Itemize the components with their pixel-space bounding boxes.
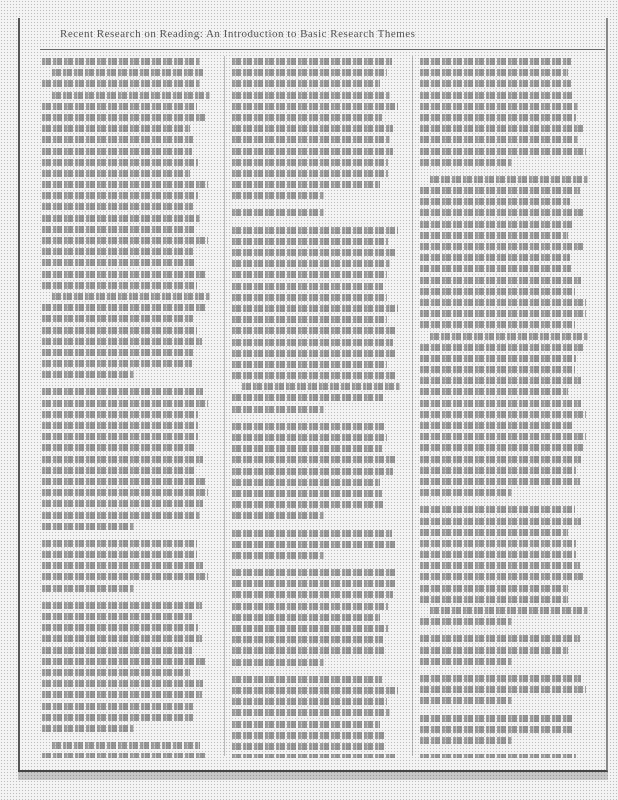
text-line (232, 541, 397, 548)
text-column-left (42, 58, 210, 758)
text-line (420, 411, 586, 418)
text-line (42, 562, 203, 569)
text-line (52, 92, 210, 99)
text-line (42, 500, 203, 507)
text-line (420, 540, 576, 547)
text-line (42, 551, 197, 558)
text-line (420, 254, 570, 261)
text-line (420, 518, 581, 525)
text-line (232, 125, 393, 132)
text-line (42, 103, 197, 110)
text-line (42, 226, 195, 233)
text-line (420, 422, 573, 429)
text-line (420, 658, 512, 665)
text-line (42, 585, 134, 592)
text-line (42, 259, 195, 266)
text-line (42, 433, 198, 440)
text-line (420, 159, 512, 166)
text-line (420, 562, 580, 569)
text-line (42, 338, 202, 345)
text-line (420, 506, 575, 513)
text-line (420, 726, 573, 733)
text-column-right (420, 58, 588, 758)
running-header: Recent Research on Reading: An Introduction to Basic Research Themes (60, 28, 416, 40)
text-line (420, 288, 575, 295)
text-line (420, 80, 571, 87)
text-line (420, 198, 570, 205)
text-line (232, 743, 385, 750)
text-line (232, 327, 397, 334)
text-line (232, 569, 397, 576)
text-line (42, 613, 192, 620)
text-line (42, 467, 195, 474)
text-line (232, 732, 385, 739)
text-line (232, 192, 324, 199)
text-line (42, 422, 198, 429)
text-line (232, 350, 397, 357)
text-line (420, 58, 571, 65)
text-line (232, 80, 380, 87)
text-line (42, 315, 193, 322)
text-line (420, 136, 578, 143)
text-line (232, 227, 398, 234)
text-line (42, 753, 205, 758)
text-line (42, 192, 198, 199)
text-line (42, 658, 207, 665)
text-line (42, 170, 190, 177)
text-line (42, 540, 197, 547)
text-line (232, 456, 397, 463)
text-line (420, 596, 568, 603)
text-line (242, 383, 400, 390)
text-line (232, 69, 387, 76)
text-line (232, 423, 385, 430)
text-line (232, 181, 380, 188)
text-line (420, 355, 576, 362)
text-line (232, 170, 388, 177)
text-line (232, 687, 398, 694)
text-line (42, 680, 203, 687)
text-line (430, 333, 588, 340)
text-line (420, 277, 581, 284)
text-line (42, 691, 202, 698)
text-line (42, 159, 198, 166)
text-line (42, 349, 193, 356)
page-bottom-edge (18, 770, 608, 780)
text-line (232, 721, 380, 728)
text-line (420, 299, 586, 306)
text-line (232, 603, 388, 610)
text-line (42, 248, 193, 255)
text-line (232, 647, 385, 654)
text-line (42, 237, 208, 244)
text-line (232, 530, 392, 537)
text-line (420, 573, 585, 580)
text-line (42, 512, 200, 519)
text-line (232, 709, 390, 716)
text-line (232, 92, 390, 99)
text-line (42, 58, 200, 65)
text-line (430, 176, 588, 183)
text-line (420, 221, 573, 228)
text-line (232, 136, 390, 143)
text-line (420, 69, 568, 76)
text-line (42, 714, 193, 721)
text-line (52, 293, 210, 300)
text-line (420, 400, 581, 407)
text-line (420, 647, 568, 654)
text-line (42, 635, 202, 642)
text-line (420, 529, 568, 536)
text-line (232, 159, 388, 166)
text-line (42, 388, 203, 395)
text-line (232, 479, 380, 486)
text-line (232, 754, 397, 758)
text-line (232, 591, 393, 598)
text-line (42, 444, 195, 451)
text-line (42, 624, 198, 631)
text-line (42, 456, 203, 463)
text-line (42, 327, 197, 334)
text-line (42, 523, 134, 530)
text-line (420, 754, 576, 758)
text-line (42, 573, 208, 580)
text-line (420, 388, 568, 395)
text-line (42, 114, 205, 121)
text-line (420, 377, 581, 384)
text-line (42, 271, 205, 278)
text-line (42, 703, 193, 710)
text-line (420, 243, 583, 250)
text-line (42, 371, 134, 378)
text-line (232, 614, 380, 621)
text-line (232, 580, 397, 587)
text-line (232, 394, 383, 401)
text-line (232, 148, 393, 155)
text-line (52, 742, 200, 749)
text-line (232, 294, 387, 301)
text-line (420, 366, 575, 373)
text-line (232, 249, 395, 256)
text-line (42, 80, 200, 87)
text-line (420, 635, 580, 642)
text-line (232, 625, 388, 632)
text-line (232, 406, 324, 413)
column-divider (412, 56, 413, 756)
column-divider (224, 56, 225, 756)
text-column-middle (232, 58, 400, 758)
text-line (232, 305, 398, 312)
text-line (42, 282, 197, 289)
text-line (232, 58, 392, 65)
text-line (232, 339, 393, 346)
text-line (232, 209, 324, 216)
text-line (420, 232, 568, 239)
text-line (420, 715, 573, 722)
text-line (420, 321, 575, 328)
text-line (232, 445, 382, 452)
text-line (420, 467, 576, 474)
text-line (420, 344, 585, 351)
text-line (232, 698, 387, 705)
text-line (232, 552, 324, 559)
text-line (42, 136, 193, 143)
text-line (420, 187, 580, 194)
text-line (232, 238, 388, 245)
text-line (42, 215, 200, 222)
text-line (42, 478, 207, 485)
text-line (42, 647, 192, 654)
text-line (232, 271, 387, 278)
text-line (420, 265, 571, 272)
text-line (42, 725, 134, 732)
text-line (420, 686, 586, 693)
text-line (420, 478, 580, 485)
text-line (42, 669, 190, 676)
text-line (42, 148, 192, 155)
text-line (232, 372, 397, 379)
text-line (232, 490, 382, 497)
text-line (420, 551, 576, 558)
text-line (52, 69, 203, 76)
text-line (420, 148, 586, 155)
text-line (232, 103, 398, 110)
text-line (232, 260, 390, 267)
text-line (42, 360, 192, 367)
text-line (420, 489, 512, 496)
text-line (232, 114, 382, 121)
header-rule (40, 49, 605, 50)
text-line (232, 512, 324, 519)
text-line (430, 607, 588, 614)
text-line (420, 103, 578, 110)
text-line (232, 501, 383, 508)
text-line (232, 361, 387, 368)
text-line (42, 411, 198, 418)
text-line (232, 659, 324, 666)
text-line (232, 676, 382, 683)
text-line (420, 92, 573, 99)
text-line (232, 316, 387, 323)
text-line (232, 283, 383, 290)
text-line (420, 585, 568, 592)
text-line (420, 433, 586, 440)
text-line (420, 444, 583, 451)
text-line (232, 468, 393, 475)
text-line (42, 400, 208, 407)
text-line (420, 618, 512, 625)
text-line (42, 181, 208, 188)
text-line (420, 125, 583, 132)
text-line (420, 209, 585, 216)
text-line (42, 489, 208, 496)
text-line (42, 203, 193, 210)
text-line (420, 310, 586, 317)
text-line (232, 636, 383, 643)
text-line (420, 675, 581, 682)
text-line (420, 456, 581, 463)
text-line (232, 434, 387, 441)
text-line (420, 737, 512, 744)
text-line (42, 125, 190, 132)
text-line (42, 304, 207, 311)
text-line (420, 697, 512, 704)
text-line (42, 602, 202, 609)
text-line (420, 114, 576, 121)
